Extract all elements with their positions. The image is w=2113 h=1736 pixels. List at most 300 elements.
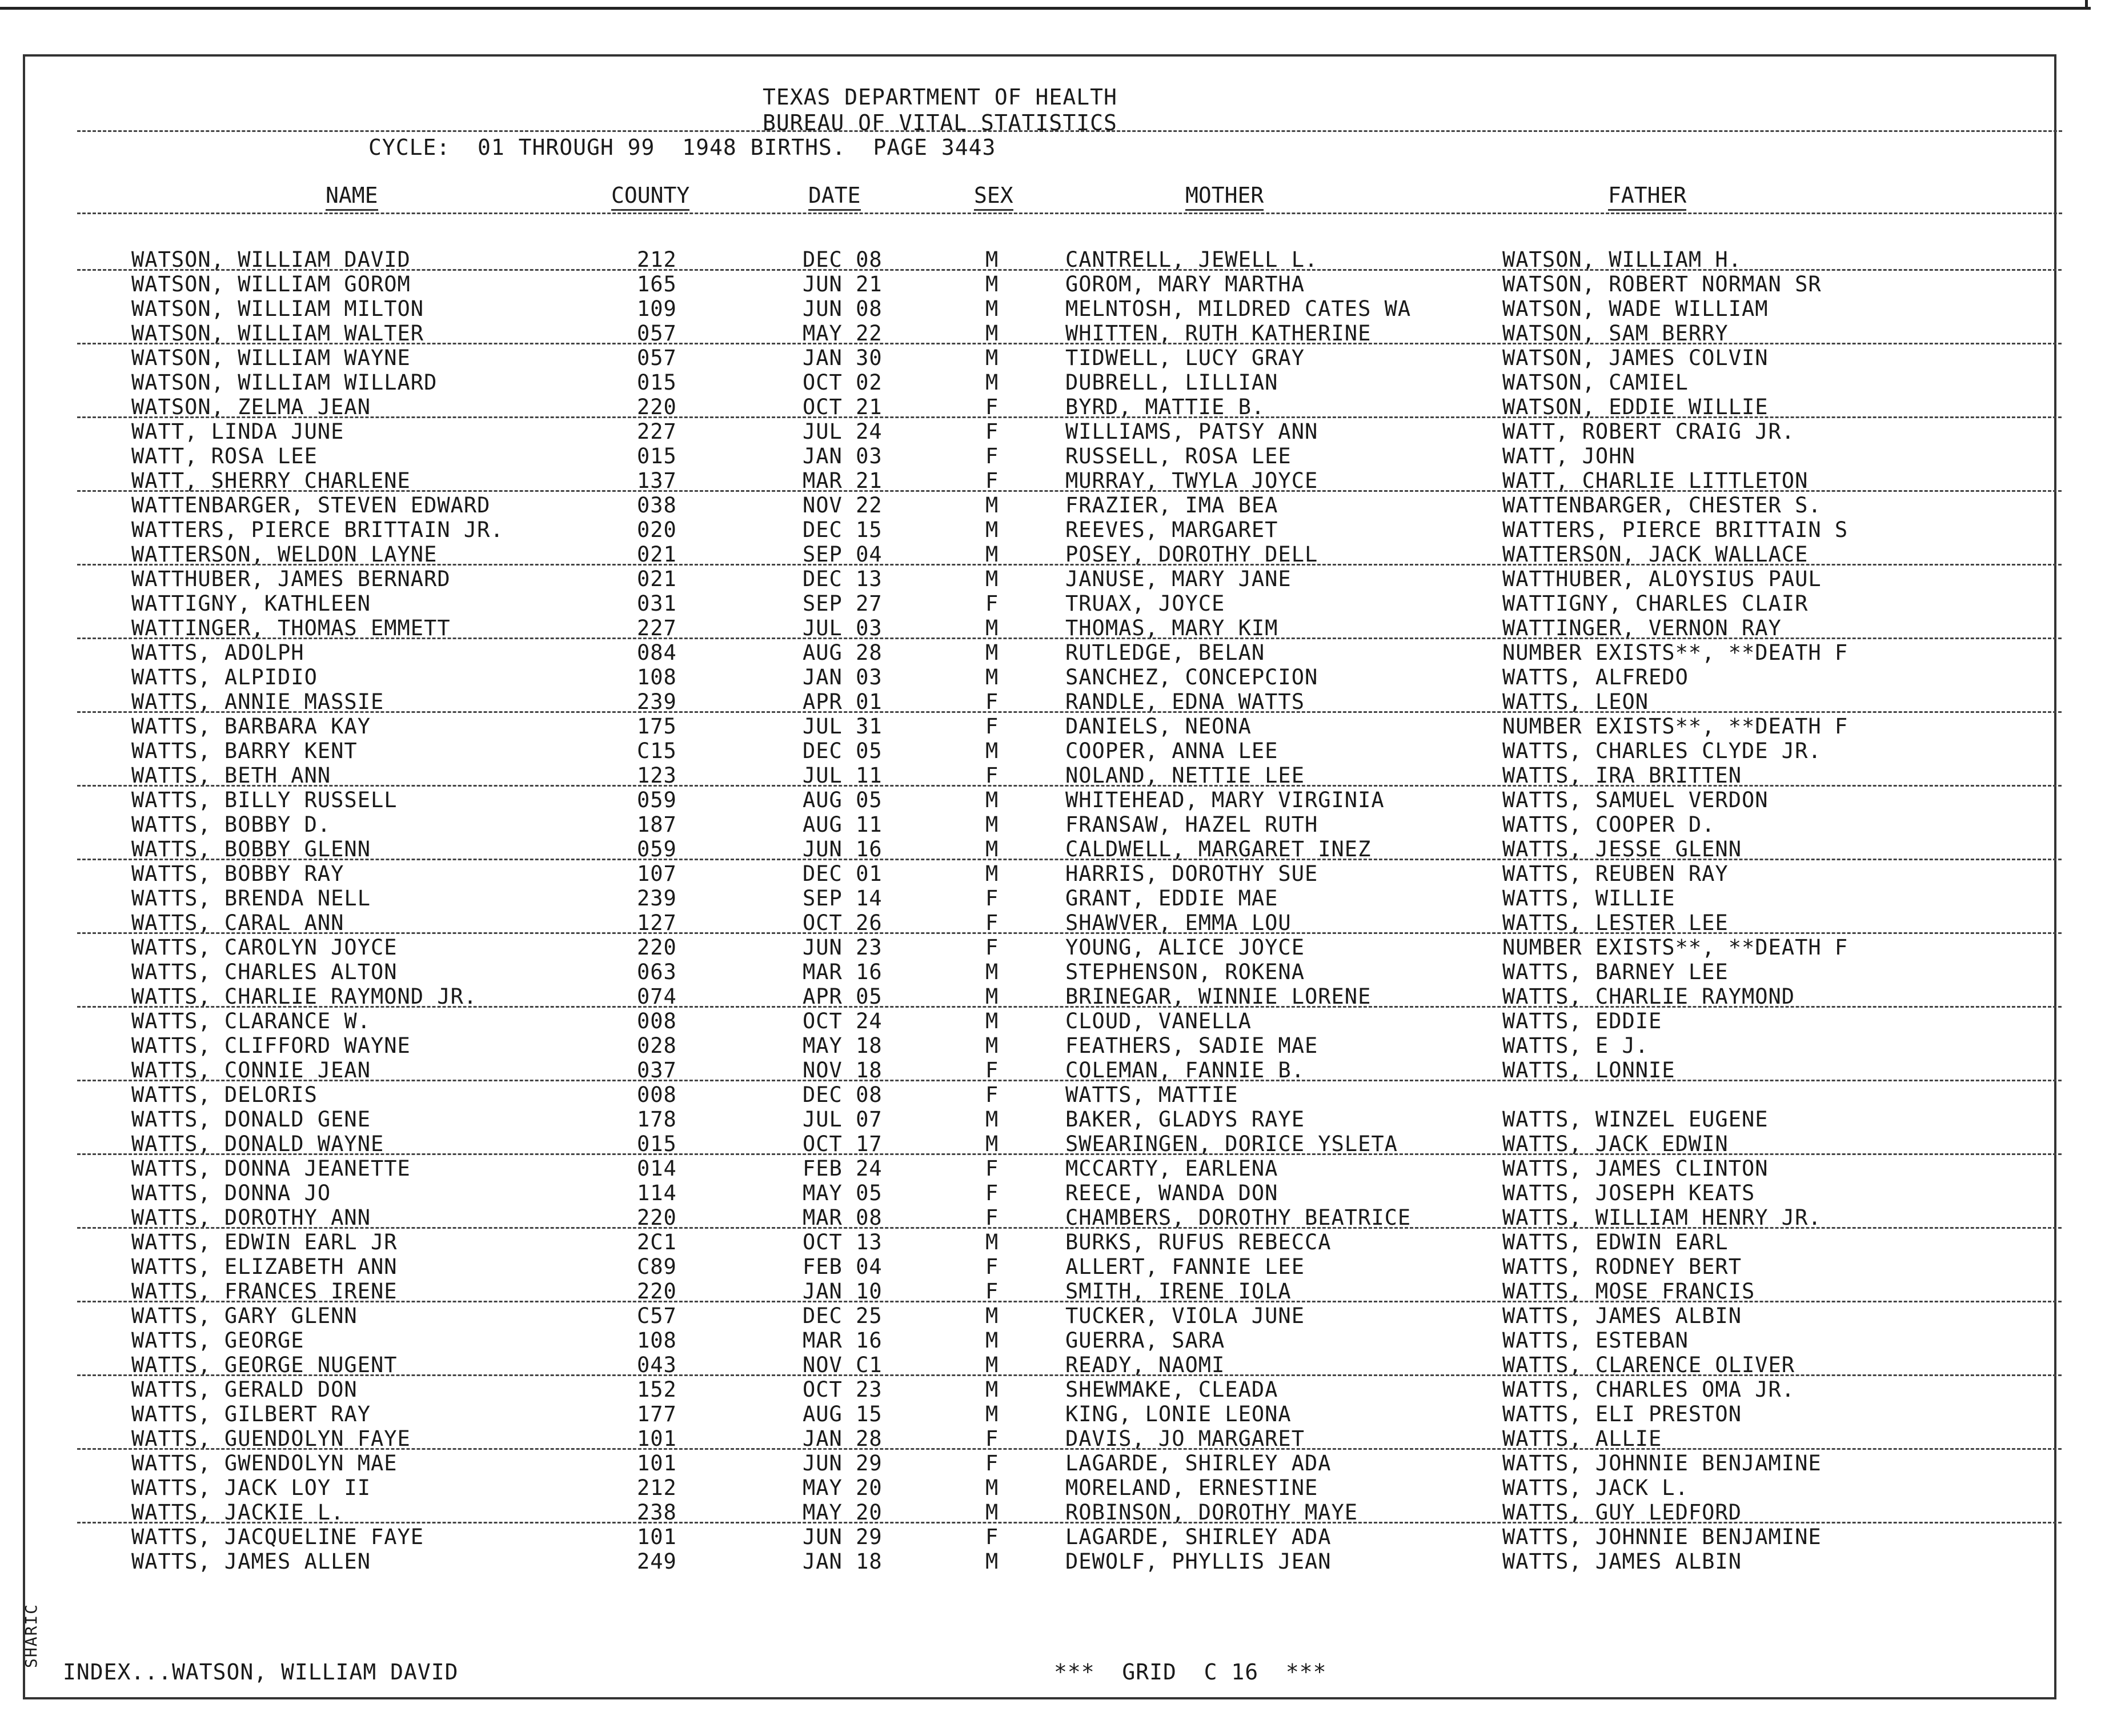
- cell-name: WATT, ROSA LEE: [131, 444, 318, 468]
- table-row: [0, 665, 2113, 689]
- table-row: [0, 468, 2113, 493]
- cell-father: WATTS, EDWIN EARL: [1502, 1230, 1729, 1254]
- cell-mother: WILLIAMS, PATSY ANN: [1065, 419, 1318, 444]
- cell-father: WATTS, JESSE GLENN: [1502, 837, 1742, 861]
- cell-father: WATTS, JAMES CLINTON: [1502, 1156, 1769, 1181]
- cell-date: DEC 13: [803, 567, 883, 591]
- cell-sex: F: [985, 763, 999, 788]
- cell-county: 021: [637, 567, 677, 591]
- cell-name: WATTS, GERALD DON: [131, 1377, 358, 1402]
- cell-name: WATSON, WILLIAM DAVID: [131, 247, 411, 272]
- cell-father: WATTS, COOPER D.: [1502, 812, 1715, 837]
- cell-sex: F: [985, 444, 999, 468]
- cell-father: WATTIGNY, CHARLES CLAIR: [1502, 591, 1809, 616]
- footer-index: INDEX...WATSON, WILLIAM DAVID: [63, 1659, 459, 1685]
- cell-father: WATT, ROBERT CRAIG JR.: [1502, 419, 1795, 444]
- cell-sex: M: [985, 567, 999, 591]
- cell-sex: M: [985, 542, 999, 567]
- table-row: [0, 1107, 2113, 1132]
- cell-date: MAY 05: [803, 1181, 883, 1205]
- cell-mother: REEVES, MARGARET: [1065, 518, 1278, 542]
- cell-mother: REECE, WANDA DON: [1065, 1181, 1278, 1205]
- column-header-father: FATHER: [1608, 183, 1686, 211]
- cell-father: WATTS, WILLIE: [1502, 886, 1675, 911]
- cell-sex: M: [985, 247, 999, 272]
- cell-name: WATTS, DONALD GENE: [131, 1107, 371, 1132]
- cell-father: WATTS, JACK EDWIN: [1502, 1132, 1729, 1156]
- table-row: [0, 714, 2113, 739]
- cell-mother: MURRAY, TWYLA JOYCE: [1065, 468, 1318, 493]
- cell-father: WATTS, GUY LEDFORD: [1502, 1500, 1742, 1525]
- cell-county: C15: [637, 739, 677, 763]
- cell-county: 220: [637, 1279, 677, 1304]
- cell-name: WATTS, DELORIS: [131, 1083, 318, 1107]
- cell-name: WATTENBARGER, STEVEN EDWARD: [131, 493, 491, 518]
- table-row: [0, 1500, 2113, 1525]
- cell-mother: BYRD, MATTIE B.: [1065, 395, 1265, 419]
- cell-sex: M: [985, 1009, 999, 1033]
- table-row: [0, 886, 2113, 911]
- cell-father: WATTS, RODNEY BERT: [1502, 1254, 1742, 1279]
- table-row: [0, 1328, 2113, 1353]
- cell-mother: MELNTOSH, MILDRED CATES WA: [1065, 296, 1412, 321]
- cell-mother: SWEARINGEN, DORICE YSLETA: [1065, 1132, 1398, 1156]
- cell-county: 212: [637, 247, 677, 272]
- cell-sex: M: [985, 296, 999, 321]
- cell-father: WATTS, WINZEL EUGENE: [1502, 1107, 1769, 1132]
- cell-father: WATSON, WILLIAM H.: [1502, 247, 1742, 272]
- cell-name: WATTS, BARBARA KAY: [131, 714, 371, 739]
- footer-grid: *** GRID C 16 ***: [1054, 1659, 1327, 1685]
- table-row: [0, 1549, 2113, 1574]
- cell-mother: LAGARDE, SHIRLEY ADA: [1065, 1525, 1332, 1549]
- cell-name: WATTS, JACKIE L.: [131, 1500, 344, 1525]
- table-row: [0, 1058, 2113, 1083]
- cell-sex: F: [985, 911, 999, 935]
- cell-mother: POSEY, DOROTHY DELL: [1065, 542, 1318, 567]
- table-row: [0, 518, 2113, 542]
- cell-date: JAN 18: [803, 1549, 883, 1574]
- cell-county: 220: [637, 395, 677, 419]
- cell-county: 220: [637, 935, 677, 960]
- cell-county: 084: [637, 640, 677, 665]
- cell-county: C89: [637, 1254, 677, 1279]
- cell-name: WATTS, BOBBY D.: [131, 812, 331, 837]
- cell-father: WATTS, LEON: [1502, 689, 1649, 714]
- cell-name: WATTS, GARY GLENN: [131, 1304, 358, 1328]
- cell-county: 220: [637, 1205, 677, 1230]
- cell-mother: JANUSE, MARY JANE: [1065, 567, 1292, 591]
- cell-sex: F: [985, 714, 999, 739]
- cell-mother: WATTS, MATTIE: [1065, 1083, 1238, 1107]
- cell-mother: WHITTEN, RUTH KATHERINE: [1065, 321, 1372, 346]
- table-row: [0, 1353, 2113, 1377]
- column-header-mother: MOTHER: [1185, 183, 1264, 211]
- cell-mother: CHAMBERS, DOROTHY BEATRICE: [1065, 1205, 1412, 1230]
- cell-name: WATTS, DONNA JO: [131, 1181, 331, 1205]
- table-row: [0, 763, 2113, 788]
- table-row: [0, 1279, 2113, 1304]
- cell-father: WATTS, E J.: [1502, 1033, 1649, 1058]
- cell-name: WATTS, ALPIDIO: [131, 665, 318, 689]
- cell-mother: FRAZIER, IMA BEA: [1065, 493, 1278, 518]
- cell-father: WATTS, JAMES ALBIN: [1502, 1549, 1742, 1574]
- cell-sex: M: [985, 1033, 999, 1058]
- cell-father: WATT, JOHN: [1502, 444, 1635, 468]
- cell-county: 123: [637, 763, 677, 788]
- cell-name: WATTHUBER, JAMES BERNARD: [131, 567, 451, 591]
- cell-sex: M: [985, 1328, 999, 1353]
- cell-mother: ROBINSON, DOROTHY MAYE: [1065, 1500, 1358, 1525]
- cell-mother: COLEMAN, FANNIE B.: [1065, 1058, 1305, 1083]
- table-row: [0, 1476, 2113, 1500]
- cell-date: OCT 24: [803, 1009, 883, 1033]
- cell-date: JAN 03: [803, 665, 883, 689]
- cell-father: WATT, CHARLIE LITTLETON: [1502, 468, 1809, 493]
- cell-mother: THOMAS, MARY KIM: [1065, 616, 1278, 640]
- table-row: [0, 1451, 2113, 1476]
- cell-father: WATTS, SAMUEL VERDON: [1502, 788, 1769, 812]
- table-row: [0, 984, 2113, 1009]
- cell-county: 059: [637, 788, 677, 812]
- cell-date: OCT 21: [803, 395, 883, 419]
- cell-sex: F: [985, 591, 999, 616]
- cell-sex: F: [985, 1426, 999, 1451]
- cell-date: OCT 17: [803, 1132, 883, 1156]
- cell-sex: M: [985, 1132, 999, 1156]
- cell-name: WATTS, GWENDOLYN MAE: [131, 1451, 398, 1476]
- cell-mother: RANDLE, EDNA WATTS: [1065, 689, 1305, 714]
- cell-father: WATTS, JOHNNIE BENJAMINE: [1502, 1451, 1822, 1476]
- cell-date: JUL 11: [803, 763, 883, 788]
- cell-father: WATTS, WILLIAM HENRY JR.: [1502, 1205, 1822, 1230]
- cell-name: WATTS, CONNIE JEAN: [131, 1058, 371, 1083]
- table-row: [0, 689, 2113, 714]
- cell-date: DEC 25: [803, 1304, 883, 1328]
- cell-date: OCT 26: [803, 911, 883, 935]
- table-row: [0, 591, 2113, 616]
- table-row: [0, 616, 2113, 640]
- cell-sex: F: [985, 468, 999, 493]
- cell-mother: DEWOLF, PHYLLIS JEAN: [1065, 1549, 1332, 1574]
- table-row: [0, 493, 2113, 518]
- cell-name: WATSON, WILLIAM WALTER: [131, 321, 424, 346]
- bureau-title: BUREAU OF VITAL STATISTICS: [763, 110, 1117, 135]
- table-row: [0, 1525, 2113, 1549]
- cell-date: MAY 20: [803, 1500, 883, 1525]
- cell-name: WATTS, JACQUELINE FAYE: [131, 1525, 424, 1549]
- cell-father: WATTS, ESTEBAN: [1502, 1328, 1689, 1353]
- cell-date: JUL 24: [803, 419, 883, 444]
- cell-county: 107: [637, 861, 677, 886]
- cell-county: 101: [637, 1525, 677, 1549]
- cell-father: WATTS, LONNIE: [1502, 1058, 1675, 1083]
- cell-name: WATSON, WILLIAM GOROM: [131, 272, 411, 296]
- cell-date: AUG 15: [803, 1402, 883, 1426]
- cell-county: 021: [637, 542, 677, 567]
- table-row: [0, 542, 2113, 567]
- cell-sex: M: [985, 1304, 999, 1328]
- cell-county: 178: [637, 1107, 677, 1132]
- cell-father: NUMBER EXISTS**, **DEATH F: [1502, 935, 1849, 960]
- cell-county: 059: [637, 837, 677, 861]
- cell-county: 101: [637, 1426, 677, 1451]
- cell-sex: M: [985, 739, 999, 763]
- cell-name: WATTS, DONNA JEANETTE: [131, 1156, 411, 1181]
- cell-mother: COOPER, ANNA LEE: [1065, 739, 1278, 763]
- cell-father: WATSON, ROBERT NORMAN SR: [1502, 272, 1822, 296]
- column-header-county: COUNTY: [611, 183, 689, 211]
- cell-mother: FEATHERS, SADIE MAE: [1065, 1033, 1318, 1058]
- cell-sex: M: [985, 665, 999, 689]
- cell-father: WATTS, IRA BRITTEN: [1502, 763, 1742, 788]
- table-row: [0, 395, 2113, 419]
- cell-name: WATTS, CAROLYN JOYCE: [131, 935, 398, 960]
- cell-county: 127: [637, 911, 677, 935]
- cell-father: WATTS, ELI PRESTON: [1502, 1402, 1742, 1426]
- cell-date: OCT 02: [803, 370, 883, 395]
- cell-sex: M: [985, 272, 999, 296]
- cell-date: JAN 28: [803, 1426, 883, 1451]
- cell-sex: M: [985, 812, 999, 837]
- cell-father: WATSON, JAMES COLVIN: [1502, 346, 1769, 370]
- table-row: [0, 739, 2113, 763]
- cell-name: WATTS, BOBBY GLENN: [131, 837, 371, 861]
- cell-mother: READY, NAOMI: [1065, 1353, 1225, 1377]
- cell-mother: MORELAND, ERNESTINE: [1065, 1476, 1318, 1500]
- cell-sex: F: [985, 1058, 999, 1083]
- table-row: [0, 1377, 2113, 1402]
- cell-county: 074: [637, 984, 677, 1009]
- cell-father: WATSON, WADE WILLIAM: [1502, 296, 1769, 321]
- table-row: [0, 321, 2113, 346]
- cell-mother: GUERRA, SARA: [1065, 1328, 1225, 1353]
- cell-date: MAY 20: [803, 1476, 883, 1500]
- cell-date: JUN 21: [803, 272, 883, 296]
- cell-name: WATTS, FRANCES IRENE: [131, 1279, 398, 1304]
- cell-mother: YOUNG, ALICE JOYCE: [1065, 935, 1305, 960]
- cell-sex: F: [985, 1205, 999, 1230]
- cell-name: WATTS, CHARLIE RAYMOND JR.: [131, 984, 478, 1009]
- cell-date: OCT 13: [803, 1230, 883, 1254]
- table-row: [0, 960, 2113, 984]
- cell-name: WATTIGNY, KATHLEEN: [131, 591, 371, 616]
- cell-father: WATTS, CHARLIE RAYMOND: [1502, 984, 1795, 1009]
- table-row: [0, 1205, 2113, 1230]
- cell-sex: M: [985, 493, 999, 518]
- cell-name: WATSON, WILLIAM WAYNE: [131, 346, 411, 370]
- cell-name: WATTS, GEORGE NUGENT: [131, 1353, 398, 1377]
- cell-name: WATTS, CHARLES ALTON: [131, 960, 398, 984]
- top-rule: [0, 7, 2091, 10]
- cell-sex: M: [985, 346, 999, 370]
- cell-date: SEP 14: [803, 886, 883, 911]
- cell-mother: BURKS, RUFUS REBECCA: [1065, 1230, 1332, 1254]
- cell-mother: GOROM, MARY MARTHA: [1065, 272, 1305, 296]
- table-row: [0, 419, 2113, 444]
- column-header-sex: SEX: [974, 183, 1013, 211]
- cell-date: DEC 15: [803, 518, 883, 542]
- cell-name: WATTS, CARAL ANN: [131, 911, 344, 935]
- table-row: [0, 1156, 2113, 1181]
- cell-father: WATSON, CAMIEL: [1502, 370, 1689, 395]
- cell-mother: CANTRELL, JEWELL L.: [1065, 247, 1318, 272]
- table-row: [0, 788, 2113, 812]
- cell-sex: M: [985, 861, 999, 886]
- cell-sex: M: [985, 1500, 999, 1525]
- cell-father: WATTS, CHARLES CLYDE JR.: [1502, 739, 1822, 763]
- cell-date: NOV 22: [803, 493, 883, 518]
- cell-county: 014: [637, 1156, 677, 1181]
- cell-name: WATTS, GILBERT RAY: [131, 1402, 371, 1426]
- cell-county: 015: [637, 370, 677, 395]
- table-row: [0, 1181, 2113, 1205]
- cell-date: JUN 29: [803, 1451, 883, 1476]
- cell-date: MAY 18: [803, 1033, 883, 1058]
- cell-county: 239: [637, 886, 677, 911]
- cell-father: WATTS, CLARENCE OLIVER: [1502, 1353, 1795, 1377]
- cell-name: WATTINGER, THOMAS EMMETT: [131, 616, 451, 640]
- cell-mother: DUBRELL, LILLIAN: [1065, 370, 1278, 395]
- table-row: [0, 1304, 2113, 1328]
- cell-sex: F: [985, 886, 999, 911]
- cell-date: APR 01: [803, 689, 883, 714]
- table-row: [0, 1426, 2113, 1451]
- cell-mother: ALLERT, FANNIE LEE: [1065, 1254, 1305, 1279]
- cell-sex: M: [985, 837, 999, 861]
- cell-father: WATTS, LESTER LEE: [1502, 911, 1729, 935]
- cell-name: WATTS, ELIZABETH ANN: [131, 1254, 398, 1279]
- cell-name: WATTS, CLARANCE W.: [131, 1009, 371, 1033]
- cell-county: 028: [637, 1033, 677, 1058]
- cell-father: NUMBER EXISTS**, **DEATH F: [1502, 640, 1849, 665]
- cell-father: WATTS, JOSEPH KEATS: [1502, 1181, 1755, 1205]
- cell-name: WATTS, BOBBY RAY: [131, 861, 344, 886]
- cell-name: WATTS, BILLY RUSSELL: [131, 788, 398, 812]
- cell-mother: KING, LONIE LEONA: [1065, 1402, 1292, 1426]
- cell-date: APR 05: [803, 984, 883, 1009]
- cell-mother: SHEWMAKE, CLEADA: [1065, 1377, 1278, 1402]
- column-header-rule: [77, 213, 2062, 214]
- cell-mother: BRINEGAR, WINNIE LORENE: [1065, 984, 1372, 1009]
- cell-name: WATTS, EDWIN EARL JR: [131, 1230, 398, 1254]
- table-row: [0, 444, 2113, 468]
- cell-name: WATTS, ANNIE MASSIE: [131, 689, 384, 714]
- cell-mother: DAVIS, JO MARGARET: [1065, 1426, 1305, 1451]
- cell-mother: DANIELS, NEONA: [1065, 714, 1252, 739]
- cell-sex: F: [985, 419, 999, 444]
- table-row: [0, 837, 2113, 861]
- cell-county: 057: [637, 346, 677, 370]
- cell-county: 063: [637, 960, 677, 984]
- cell-name: WATTS, JAMES ALLEN: [131, 1549, 371, 1574]
- cell-name: WATTS, DOROTHY ANN: [131, 1205, 371, 1230]
- cell-mother: TIDWELL, LUCY GRAY: [1065, 346, 1305, 370]
- cell-father: WATSON, EDDIE WILLIE: [1502, 395, 1769, 419]
- cell-date: MAY 22: [803, 321, 883, 346]
- cell-date: SEP 27: [803, 591, 883, 616]
- cell-father: WATTS, ALLIE: [1502, 1426, 1662, 1451]
- cell-sex: M: [985, 616, 999, 640]
- cell-date: AUG 05: [803, 788, 883, 812]
- cell-father: WATTHUBER, ALOYSIUS PAUL: [1502, 567, 1822, 591]
- cell-sex: M: [985, 1476, 999, 1500]
- cell-county: 057: [637, 321, 677, 346]
- cell-sex: M: [985, 960, 999, 984]
- cell-name: WATTS, ADOLPH: [131, 640, 304, 665]
- cell-county: 101: [637, 1451, 677, 1476]
- cell-date: DEC 05: [803, 739, 883, 763]
- cell-father: WATTS, MOSE FRANCIS: [1502, 1279, 1755, 1304]
- cell-name: WATTS, BARRY KENT: [131, 739, 358, 763]
- cell-mother: NOLAND, NETTIE LEE: [1065, 763, 1305, 788]
- cell-name: WATSON, WILLIAM WILLARD: [131, 370, 438, 395]
- cell-name: WATTS, GEORGE: [131, 1328, 304, 1353]
- cell-county: 109: [637, 296, 677, 321]
- cell-county: 015: [637, 444, 677, 468]
- cell-name: WATTS, JACK LOY II: [131, 1476, 371, 1500]
- cell-county: 114: [637, 1181, 677, 1205]
- cell-father: WATTS, EDDIE: [1502, 1009, 1662, 1033]
- cell-mother: TRUAX, JOYCE: [1065, 591, 1225, 616]
- cell-sex: M: [985, 640, 999, 665]
- cell-mother: LAGARDE, SHIRLEY ADA: [1065, 1451, 1332, 1476]
- cell-date: MAR 16: [803, 960, 883, 984]
- cell-county: 037: [637, 1058, 677, 1083]
- cell-date: JUL 31: [803, 714, 883, 739]
- cell-sex: M: [985, 370, 999, 395]
- cell-mother: GRANT, EDDIE MAE: [1065, 886, 1278, 911]
- cell-name: WATSON, WILLIAM MILTON: [131, 296, 424, 321]
- cell-date: AUG 11: [803, 812, 883, 837]
- cell-date: JAN 30: [803, 346, 883, 370]
- cell-sex: M: [985, 1402, 999, 1426]
- cell-sex: F: [985, 1083, 999, 1107]
- cell-date: JUL 03: [803, 616, 883, 640]
- cell-mother: MCCARTY, EARLENA: [1065, 1156, 1278, 1181]
- cell-date: OCT 23: [803, 1377, 883, 1402]
- table-row: [0, 1132, 2113, 1156]
- table-row: [0, 296, 2113, 321]
- cell-name: WATT, SHERRY CHARLENE: [131, 468, 411, 493]
- cell-date: FEB 24: [803, 1156, 883, 1181]
- cell-date: MAR 16: [803, 1328, 883, 1353]
- cell-sex: M: [985, 984, 999, 1009]
- cell-date: NOV 18: [803, 1058, 883, 1083]
- cell-county: 015: [637, 1132, 677, 1156]
- cell-county: 008: [637, 1083, 677, 1107]
- cell-date: JUN 16: [803, 837, 883, 861]
- cell-county: 031: [637, 591, 677, 616]
- cell-date: JUN 08: [803, 296, 883, 321]
- cell-date: NOV C1: [803, 1353, 883, 1377]
- cell-mother: FRANSAW, HAZEL RUTH: [1065, 812, 1318, 837]
- cell-mother: HARRIS, DOROTHY SUE: [1065, 861, 1318, 886]
- cell-name: WATTS, BRENDA NELL: [131, 886, 371, 911]
- cell-county: 249: [637, 1549, 677, 1574]
- cell-father: NUMBER EXISTS**, **DEATH F: [1502, 714, 1849, 739]
- table-row: [0, 1033, 2113, 1058]
- cell-sex: M: [985, 518, 999, 542]
- cell-sex: M: [985, 1377, 999, 1402]
- cell-name: WATSON, ZELMA JEAN: [131, 395, 371, 419]
- cell-sex: F: [985, 1156, 999, 1181]
- cell-sex: F: [985, 1525, 999, 1549]
- cell-date: JAN 10: [803, 1279, 883, 1304]
- cell-date: FEB 04: [803, 1254, 883, 1279]
- cell-father: WATTINGER, VERNON RAY: [1502, 616, 1782, 640]
- cell-mother: RUTLEDGE, BELAN: [1065, 640, 1265, 665]
